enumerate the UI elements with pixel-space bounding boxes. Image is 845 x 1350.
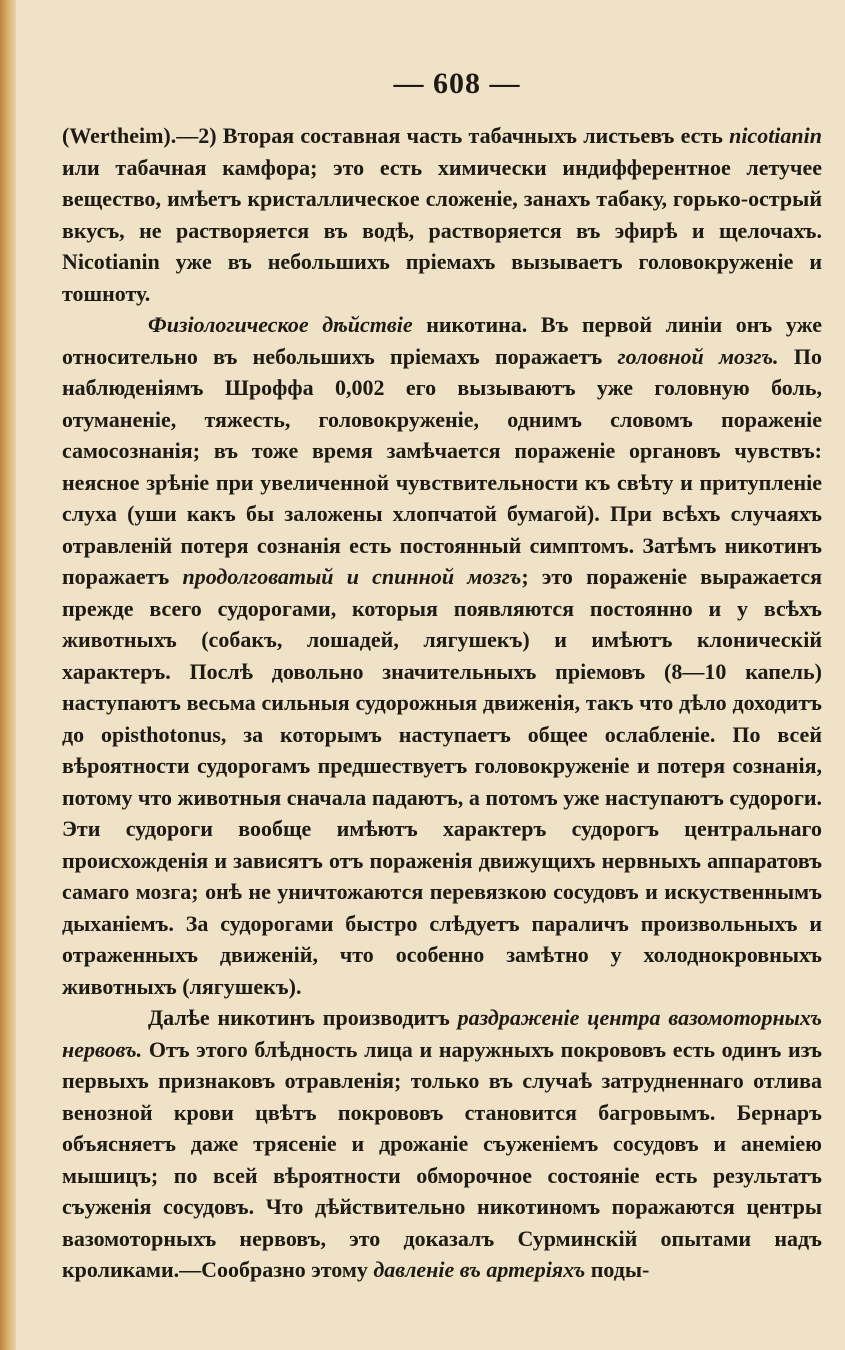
page-number: — 608 — <box>393 67 521 100</box>
paragraph-2 <box>62 309 822 1002</box>
text-segment-italic: Физіологическое дѣйствіе <box>148 312 413 337</box>
text-segment: никотина. Въ первой линіи онъ уже относительно въ небольшихъ пріемахъ поражаетъ <box>62 312 822 369</box>
text-segment: ; это пораженіе выражается прежде всего судорогами, которыя появляются постоянно и у всѣхъ животныхъ (собакъ, лошадей, лягушекъ) и имѣютъ клоническій характеръ. Послѣ довольно значительныхъ пріемовъ (8—10 капель) наступаютъ весьма сильныя судорожныя движенія, такъ что дѣло доходитъ до opisthotonus, за которымъ наступаетъ общее ослабленіе. По всей вѣроятности судорогамъ предшествуетъ головокруженіе и потеря сознанія, потому что животныя сначала падаютъ, а потомъ уже наступаютъ судороги. Эти судороги вообще имѣютъ характеръ судорогъ центральнаго происхожденія и зависятъ отъ пораженія движущихъ нервныхъ аппаратовъ самаго мозга; онѣ не уничтожаются перевязкою сосудовъ и искуственнымъ дыханіемъ. За судорогами быстро слѣдуетъ параличъ произвольныхъ и отраженныхъ движеній, что особенно замѣтно у холоднокровныхъ животныхъ (лягушекъ). <box>62 564 822 999</box>
text-segment-italic: продолговатый и спинной мозгъ <box>182 564 522 589</box>
text-segment: Далѣе никотинъ производитъ <box>148 1005 458 1030</box>
text-segment-italic: раздраженіе центра вазомоторныхъ нервовъ. <box>62 1005 822 1062</box>
book-page <box>62 60 822 1320</box>
text-segment: (Wertheim).—2) Вторая составная часть табачныхъ листьевъ есть <box>62 123 730 148</box>
text-segment-italic: давленіе въ артеріяхъ <box>373 1257 586 1282</box>
paragraph-1 <box>62 120 822 309</box>
page-binding-edge <box>0 0 16 1350</box>
text-segment: или табачная камфора; это есть химически индифферентное летучее вещество, имѣетъ кристаллическое сложеніе, занахъ табаку, горько-острый вкусъ, не растворяется въ водѣ, растворяется въ эфирѣ и щелочахъ. Nicotianin уже въ небольшихъ пріемахъ вызываетъ головокруженіе и тошноту. <box>62 154 822 306</box>
page-body <box>62 120 822 1286</box>
text-segment: Отъ этого блѣдность лица и наружныхъ покрововъ есть одинъ изъ первыхъ признаковъ отравленія; только въ случаѣ затрудненнаго отлива венозной крови цвѣтъ покрововъ становится багровымъ. Бернаръ объясняетъ даже трясеніе и дрожаніе съуженіемъ сосудовъ и анеміею мышицъ; по всей вѣроятности обморочное состояніе есть результатъ съуженія сосудовъ. Что дѣйствительно никотиномъ поражаются центры вазомоторныхъ нервовъ, это доказалъ Сурминскій опытами надъ кроликами.—Сообразно этому <box>62 1036 822 1282</box>
text-segment: поды- <box>585 1257 650 1282</box>
text-segment: По наблюденіямъ Шроффа 0,002 его вызываютъ уже головную боль, отуманеніе, тяжесть, головокруженіе, однимъ словомъ пораженіе самосознанія; въ тоже время замѣчается пораженіе органовъ чувствъ: неясное зрѣніе при увеличенной чувствительности къ свѣту и притупленіе слуха (уши какъ бы заложены хлопчатой бумагой). При всѣхъ случаяхъ отравленій потеря сознанія есть постоянный симптомъ. Затѣмъ никотинъ поражаетъ <box>62 343 822 589</box>
text-segment-italic: nicotianin <box>729 123 822 148</box>
paragraph-3 <box>62 1002 822 1286</box>
text-segment-italic: головной мозгъ. <box>617 343 779 369</box>
